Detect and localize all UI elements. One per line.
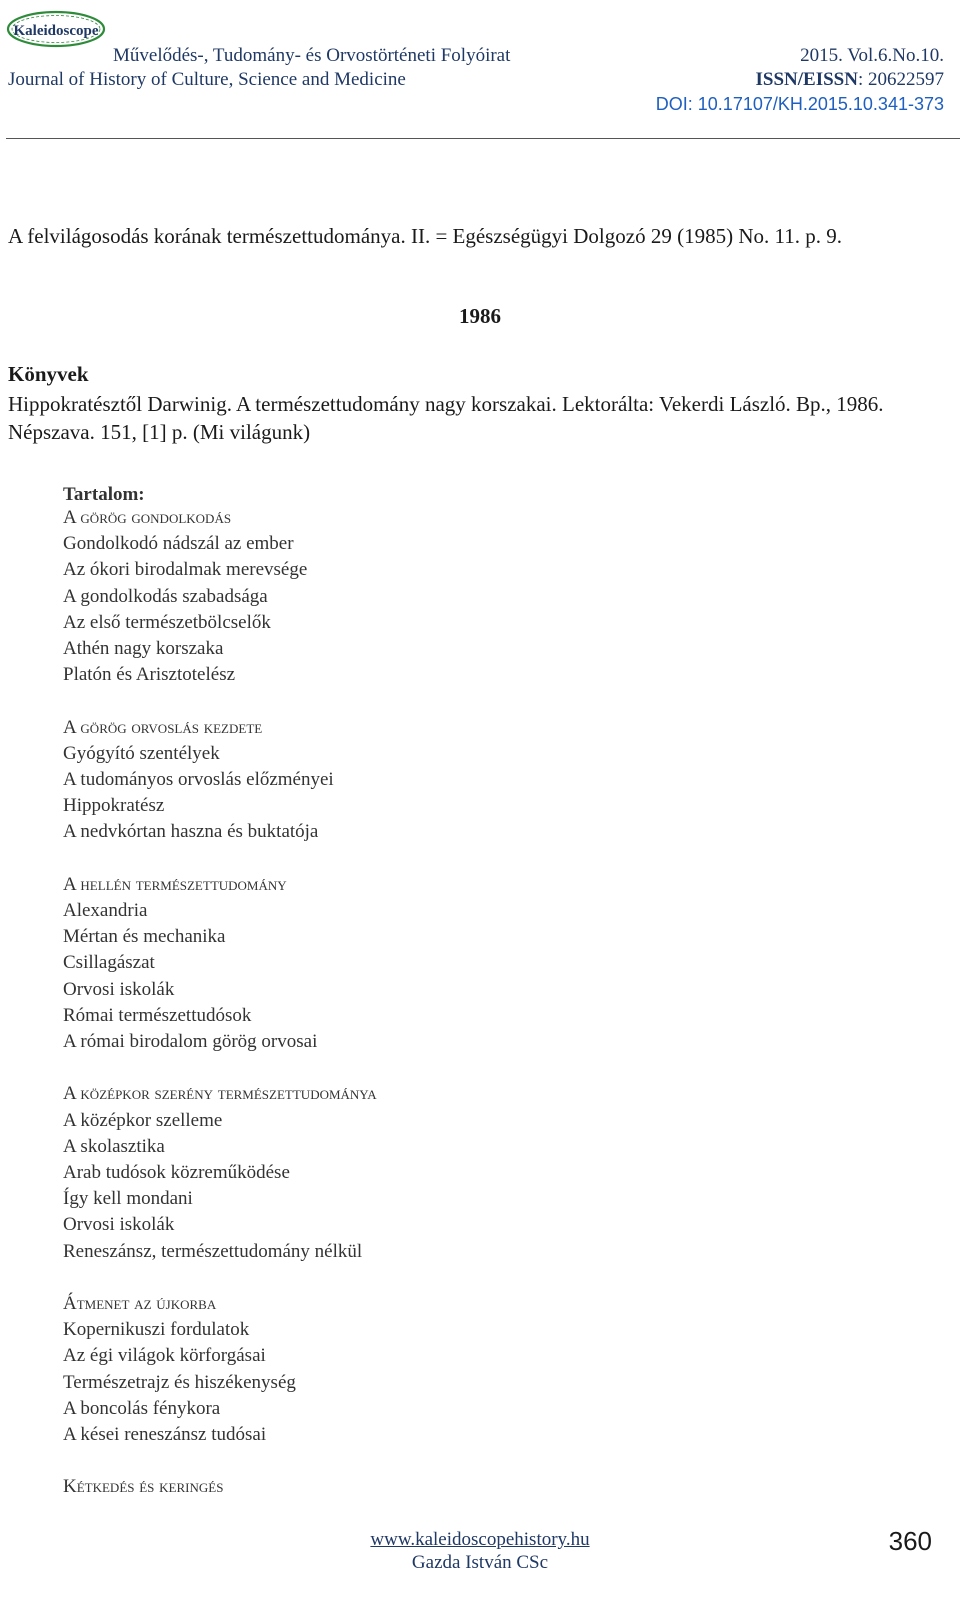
toc-item: Reneszánsz, természettudomány nélkül (63, 1240, 363, 1262)
book-entry: Hippokratésztől Darwinig. A természettudomány nagy korszakai. Lektorálta: Vekerdi László. Bp., 1986. Népszava. 151, [1] p. (Mi világunk) (8, 392, 884, 444)
author-name: Gazda István CSc (411, 1552, 549, 1573)
toc-item: Platón és Arisztotelész (63, 664, 236, 686)
toc-item: A boncolás fénykora (63, 1397, 221, 1419)
toc-item: Gyógyító szentélyek (63, 742, 220, 764)
toc-item: Az égi világok körforgásai (63, 1345, 266, 1367)
issn-info (756, 69, 944, 91)
books-heading: Könyvek (8, 362, 89, 386)
table-of-contents (63, 505, 377, 1501)
toc-spacer (63, 688, 377, 714)
doi-link[interactable]: DOI: 10.17107/KH.2015.10.341-373 (655, 94, 944, 114)
toc-item: Orvosi iskolák (63, 978, 175, 1000)
toc-item: A középkor szelleme (63, 1109, 223, 1131)
toc-item: Gondolkodó nádszál az ember (63, 533, 294, 555)
header-divider (6, 138, 960, 139)
website-link[interactable]: www.kaleidoscopehistory.hu (370, 1529, 590, 1550)
toc-item: Az első természetbölcselők (63, 611, 271, 633)
page-number: 360 (888, 1526, 932, 1556)
toc-section-title: A hellén természettudomány (63, 873, 287, 895)
journal-title-hungarian: Művelődés-, Tudomány- és Orvostörténeti Folyóirat (113, 45, 511, 66)
issn-value: : 20622597 (857, 69, 944, 90)
toc-item: Hippokratész (63, 795, 165, 817)
toc-item: A tudományos orvoslás előzményei (63, 769, 334, 791)
toc-spacer (63, 1265, 377, 1291)
svg-text:Kaleidoscope: Kaleidoscope (13, 23, 99, 39)
kaleidoscope-logo (6, 8, 106, 50)
toc-section-title: Kétkedés és keringés (63, 1476, 224, 1498)
toc-item: Római természettudósok (63, 1004, 252, 1026)
journal-title-english: Journal of History of Culture, Science and Medicine (8, 69, 406, 90)
toc-spacer (63, 1448, 377, 1474)
toc-item: Orvosi iskolák (63, 1214, 175, 1236)
toc-spacer (63, 1055, 377, 1081)
toc-section-title: A görög gondolkodás (63, 507, 232, 528)
toc-section-title: Átmenet az újkorba (63, 1293, 217, 1315)
toc-item: Az ókori birodalmak merevsége (63, 559, 308, 581)
toc-item: Arab tudósok közreműködése (63, 1162, 290, 1184)
issn-label: ISSN/EISSN (755, 69, 858, 90)
toc-item: Athén nagy korszaka (63, 638, 224, 660)
toc-item: Csillagászat (63, 952, 155, 974)
toc-item: Természetrajz és hiszékenység (63, 1371, 296, 1393)
toc-spacer (63, 846, 377, 872)
previous-entry: A felvilágosodás korának természettudománya. II. = Egészségügyi Dolgozó 29 (1985) No. 11. p. 9. (8, 224, 842, 248)
toc-item: A skolasztika (63, 1135, 165, 1157)
toc-item: Alexandria (63, 900, 148, 922)
toc-item: Így kell mondani (63, 1188, 193, 1210)
year-heading: 1986 (459, 304, 501, 328)
toc-label: Tartalom: (63, 484, 145, 505)
toc-item: A gondolkodás szabadsága (63, 585, 268, 607)
toc-item: Mértan és mechanika (63, 926, 226, 948)
toc-section-title: A görög orvoslás kezdete (63, 716, 263, 738)
toc-item: A nedvkórtan haszna és buktatója (63, 821, 319, 843)
volume-info: 2015. Vol.6.No.10. (800, 45, 944, 66)
toc-section-title: A középkor szerény természettudománya (63, 1083, 377, 1105)
toc-item: A római birodalom görög orvosai (63, 1031, 318, 1053)
toc-item: A kései reneszánsz tudósai (63, 1424, 267, 1446)
toc-item: Kopernikuszi fordulatok (63, 1319, 250, 1341)
